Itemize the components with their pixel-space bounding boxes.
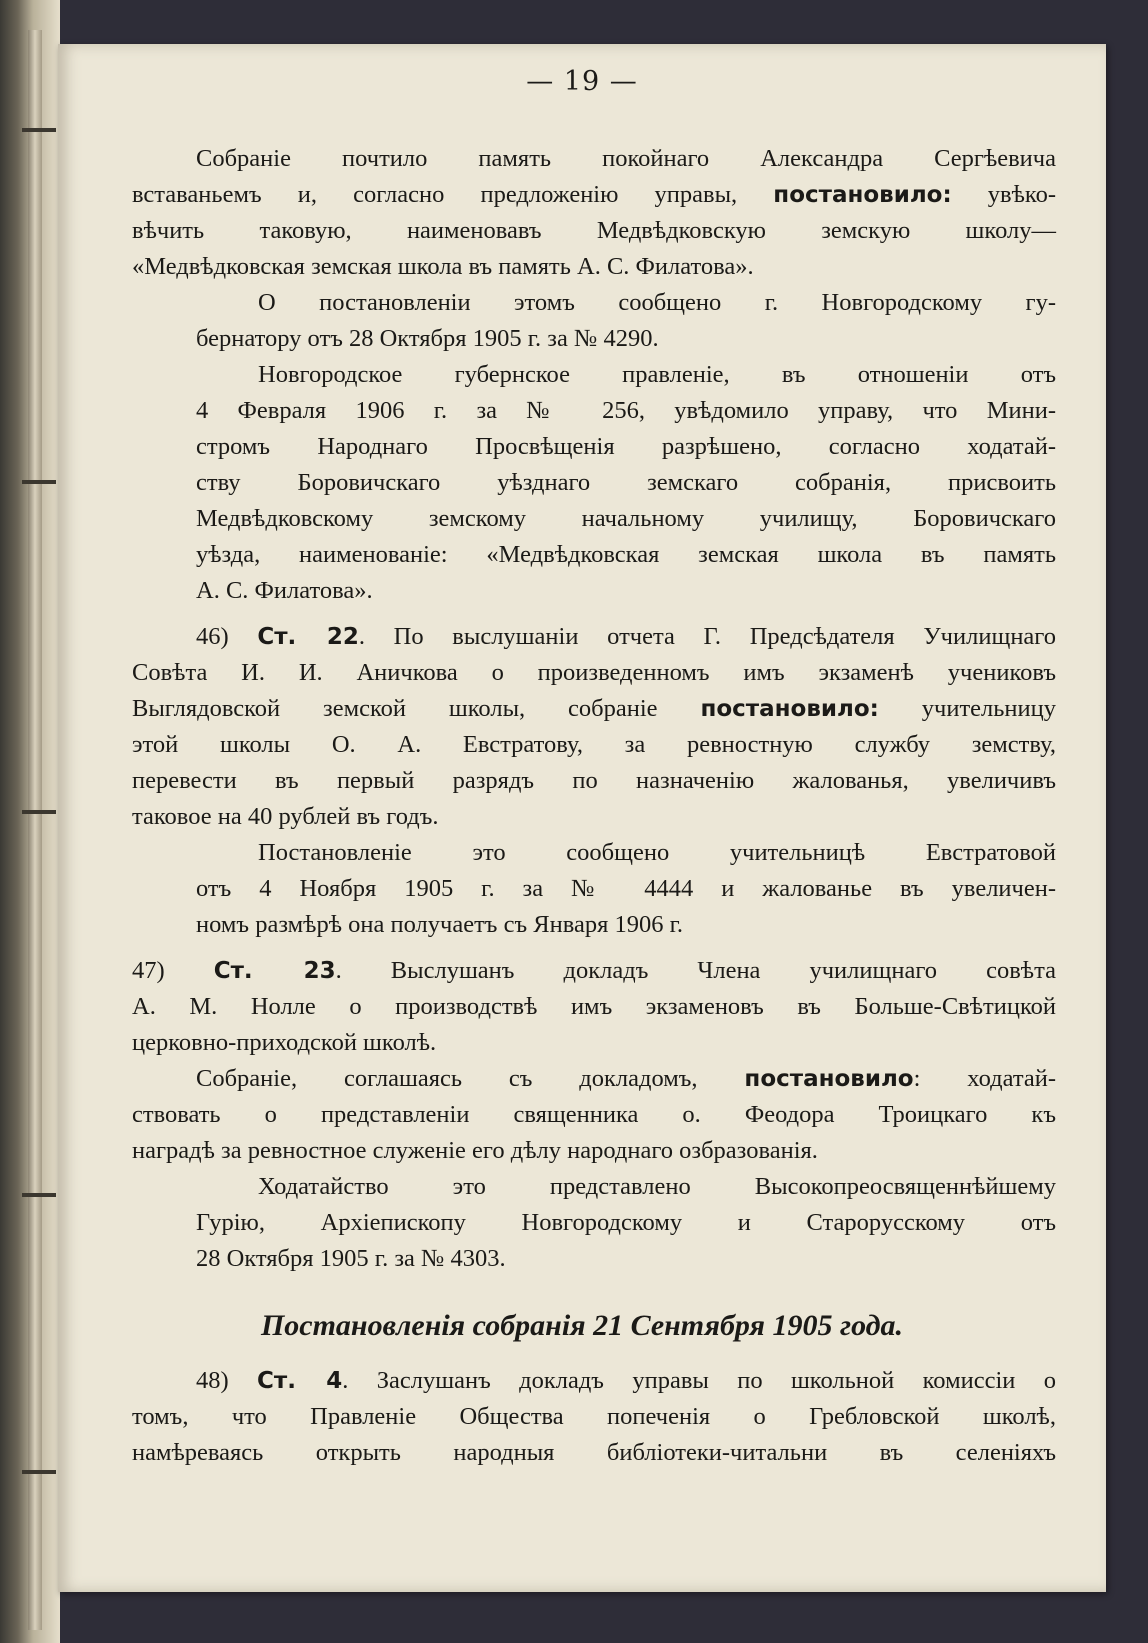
text-line: Гурію, Архіепископу Новгородскому и Старорусскому отъ <box>196 1209 1056 1236</box>
text-line: ству Боровичскаго уѣзднаго земскаго собранія, присвоить <box>196 469 1056 496</box>
text-line: наградѣ за ревностное служеніе его дѣлу народнаго озбразованія. <box>132 1137 818 1164</box>
text-line: томъ, что Правленіе Общества попеченія о Гребловской школѣ, <box>132 1403 1056 1430</box>
text-line: 4 Февраля 1906 г. за № 256, увѣдомило управу, что Мини- <box>196 397 1056 424</box>
text-line: 47) Ст. 23. Выслушанъ докладъ Члена училищнаго совѣта <box>132 957 1056 984</box>
text-line: Выглядовской земской школы, собраніе постановило: учительницу <box>132 695 1057 722</box>
article-reference: Ст. 4 <box>257 1368 343 1394</box>
resolution-keyword: постановило: <box>773 182 952 208</box>
text-line: отъ 4 Ноября 1905 г. за № 4444 и жалованье въ увеличен- <box>196 875 1056 902</box>
text-line: Ходатайство это представлено Высокопреосвященнѣйшему <box>258 1173 1056 1200</box>
book-spine-edge <box>0 0 60 1643</box>
text-line: 28 Октября 1905 г. за № 4303. <box>196 1245 506 1272</box>
text-line: этой школы О. А. Евстратову, за ревностную службу земству, <box>132 731 1056 758</box>
resolution-keyword: постановило <box>744 1066 914 1092</box>
binding-strip <box>28 30 42 1630</box>
text-line: О постановленіи этомъ сообщено г. Новгородскому гу- <box>258 289 1056 316</box>
text-line: Собраніе, соглашаясь съ докладомъ, постановило: ходатай- <box>196 1065 1056 1092</box>
text-line: Новгородское губернское правленіе, въ отношеніи отъ <box>258 361 1056 388</box>
page-number: — 19 — <box>526 66 638 97</box>
text-line: Медвѣдковскому земскому начальному училищу, Боровичскаго <box>196 505 1056 532</box>
book-page <box>58 44 1106 1592</box>
text-line: Совѣта И. И. Аничкова о произведенномъ имъ экзаменѣ учениковъ <box>132 659 1056 686</box>
binding-stitch <box>22 480 56 484</box>
text-line: таковое на 40 рублей въ годъ. <box>132 803 439 830</box>
text-line: 48) Ст. 4. Заслушанъ докладъ управы по школьной комиссіи о <box>196 1367 1056 1394</box>
text-line: А. С. Филатова». <box>196 577 373 604</box>
binding-stitch <box>22 1470 56 1474</box>
binding-stitch <box>22 1193 56 1197</box>
text-line: намѣреваясь открыть народныя библіотеки-читальни въ селеніяхъ <box>132 1439 1056 1466</box>
text-line: А. М. Нолле о производствѣ имъ экзаменовъ въ Больше-Свѣтицкой <box>132 993 1056 1020</box>
article-reference: Ст. 23 <box>213 958 336 984</box>
binding-stitch <box>22 810 56 814</box>
text-line: Собраніе почтило память покойнаго Александра Сергѣевича <box>196 145 1056 172</box>
text-line: ствовать о представленіи священника о. Феодора Троицкаго къ <box>132 1101 1056 1128</box>
binding-stitch <box>22 128 56 132</box>
article-reference: Ст. 22 <box>257 624 359 650</box>
text-line: 46) Ст. 22. По выслушаніи отчета Г. Предсѣдателя Училищнаго <box>196 623 1056 650</box>
text-line: вставаньемъ и, согласно предложенію управы, постановило: увѣко- <box>132 181 1056 208</box>
section-heading: Постановленія собранія 21 Сентября 1905 года. <box>260 1309 904 1342</box>
text-line: вѣчить таковую, наименовавъ Медвѣдковскую земскую школу— <box>132 217 1056 244</box>
text-line: «Медвѣдковская земская школа въ память А. С. Филатова». <box>132 253 754 280</box>
resolution-keyword: постановило: <box>700 696 879 722</box>
text-line: церковно-приходской школѣ. <box>132 1029 437 1056</box>
text-line: бернатору отъ 28 Октября 1905 г. за № 4290. <box>196 325 659 352</box>
text-line: номъ размѣрѣ она получаетъ съ Января 1906 г. <box>196 911 683 938</box>
text-line: стромъ Народнаго Просвѣщенія разрѣшено, согласно ходатай- <box>196 433 1056 460</box>
text-line: Постановленіе это сообщено учительницѣ Евстратовой <box>258 839 1056 866</box>
text-line: уѣзда, наименованіе: «Медвѣдковская земская школа въ память <box>196 541 1056 568</box>
text-line: перевести въ первый разрядъ по назначенію жалованья, увеличивъ <box>132 767 1056 794</box>
